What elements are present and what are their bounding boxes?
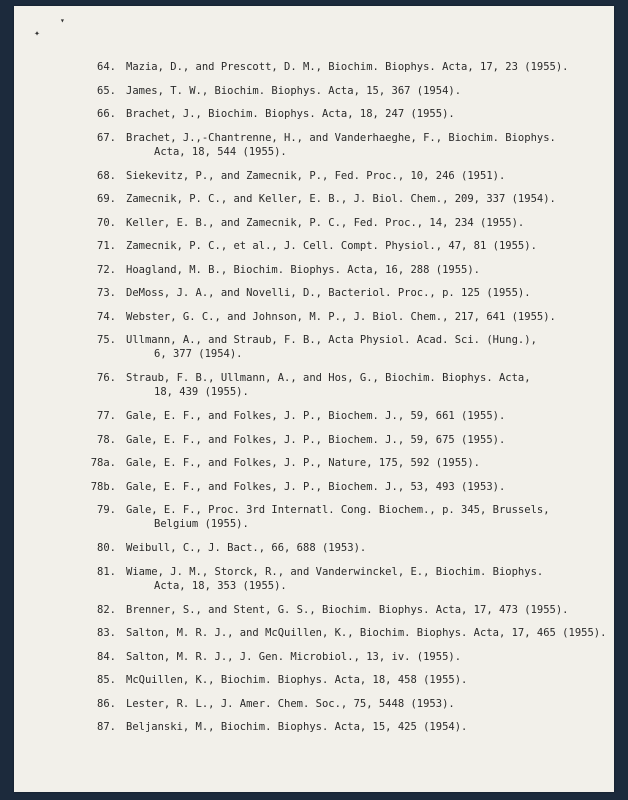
reference-number: 76. [97, 372, 116, 384]
reference-item [14, 456, 614, 470]
reference-line: Wiame, J. M., Storck, R., and Vanderwinckel, E., Biochim. Biophys. [126, 565, 544, 578]
reference-number: 77. [97, 410, 116, 422]
reference-number: 64. [97, 61, 116, 73]
reference-text [126, 84, 596, 98]
reference-text [126, 409, 596, 423]
reference-text [126, 697, 596, 711]
reference-item [14, 131, 614, 159]
reference-item [14, 503, 614, 531]
reference-line: Gale, E. F., and Folkes, J. P., Biochem. J., 59, 675 (1955). [126, 433, 506, 446]
reference-number: 78a. [90, 457, 116, 469]
reference-number: 82. [97, 603, 116, 616]
reference-number: 87. [97, 721, 116, 733]
reference-line: Beljanski, M., Biochim. Biophys. Acta, 15, 425 (1954). [126, 721, 468, 733]
reference-number: 71. [97, 240, 116, 252]
reference-item [14, 626, 614, 640]
reference-text [126, 650, 596, 664]
reference-text [126, 480, 596, 494]
reference-number: 78. [97, 433, 116, 446]
reference-item [14, 541, 614, 555]
reference-number: 65. [97, 84, 116, 97]
reference-text [126, 603, 596, 617]
reference-item [14, 310, 614, 324]
reference-number: 81. [97, 565, 116, 578]
reference-text [126, 541, 596, 555]
reference-text [126, 673, 596, 687]
reference-line: Gale, E. F., and Folkes, J. P., Biochem. J., 53, 493 (1953). [126, 480, 506, 493]
reference-item [14, 286, 614, 300]
reference-number: 72. [97, 263, 116, 276]
reference-text [126, 60, 596, 74]
reference-number: 74. [97, 310, 116, 323]
reference-line: Straub, F. B., Ullmann, A., and Hos, G., Biochim. Biophys. Acta, [126, 372, 531, 384]
reference-item [14, 169, 614, 183]
reference-item [14, 60, 614, 74]
reference-line: Brenner, S., and Stent, G. S., Biochim. Biophys. Acta, 17, 473 (1955). [126, 603, 569, 616]
reference-text [126, 263, 596, 277]
reference-line: Siekevitz, P., and Zamecnik, P., Fed. Proc., 10, 246 (1951). [126, 169, 506, 182]
reference-number: 75. [97, 334, 116, 346]
reference-item [14, 107, 614, 121]
reference-item [14, 650, 614, 664]
reference-line: Brachet, J., Biochim. Biophys. Acta, 18, 247 (1955). [126, 108, 455, 120]
reference-line: Belgium (1955). [154, 518, 249, 530]
reference-text [126, 239, 596, 253]
reference-line: Ullmann, A., and Straub, F. B., Acta Physiol. Acad. Sci. (Hung.), [126, 334, 537, 346]
reference-item [14, 480, 614, 494]
reference-item [14, 673, 614, 687]
reference-line: Salton, M. R. J., and McQuillen, K., Biochim. Biophys. Acta, 17, 465 (1955). [126, 627, 607, 639]
reference-line: Gale, E. F., Proc. 3rd Internatl. Cong. Biochem., p. 345, Brussels, [126, 504, 550, 516]
reference-item [14, 84, 614, 98]
reference-item [14, 720, 614, 734]
reference-text [126, 107, 596, 121]
stray-mark: ▾ [60, 16, 65, 25]
reference-line: Mazia, D., and Prescott, D. M., Biochim. Biophys. Acta, 17, 23 (1955). [126, 61, 569, 73]
reference-item [14, 333, 614, 361]
reference-text [126, 169, 596, 183]
reference-text [126, 216, 596, 230]
reference-item [14, 216, 614, 230]
reference-line: Salton, M. R. J., J. Gen. Microbiol., 13, iv. (1955). [126, 650, 462, 663]
document-page [14, 6, 614, 792]
reference-text [126, 433, 596, 447]
reference-text [126, 286, 596, 300]
reference-number: 73. [97, 287, 116, 299]
reference-item [14, 409, 614, 423]
reference-text [126, 720, 596, 734]
reference-line: 6, 377 (1954). [154, 348, 243, 360]
reference-item [14, 192, 614, 206]
reference-line: Hoagland, M. B., Biochim. Biophys. Acta, 16, 288 (1955). [126, 263, 481, 276]
reference-line: Gale, E. F., and Folkes, J. P., Nature, 175, 592 (1955). [126, 457, 481, 469]
reference-item [14, 433, 614, 447]
reference-line: Zamecnik, P. C., and Keller, E. B., J. Biol. Chem., 209, 337 (1954). [126, 193, 556, 205]
reference-number: 78b. [90, 480, 116, 493]
reference-text [126, 503, 596, 531]
reference-item [14, 565, 614, 593]
reference-line: Webster, G. C., and Johnson, M. P., J. Biol. Chem., 217, 641 (1955). [126, 310, 556, 323]
reference-number: 86. [97, 697, 116, 710]
reference-item [14, 697, 614, 711]
reference-line: Keller, E. B., and Zamecnik, P. C., Fed. Proc., 14, 234 (1955). [126, 216, 525, 229]
reference-line: Lester, R. L., J. Amer. Chem. Soc., 75, 5448 (1953). [126, 697, 455, 710]
reference-line: DeMoss, J. A., and Novelli, D., Bacteriol. Proc., p. 125 (1955). [126, 287, 531, 299]
reference-number: 85. [97, 674, 116, 686]
reference-text [126, 626, 607, 640]
reference-text [126, 310, 596, 324]
reference-text [126, 192, 596, 206]
reference-number: 84. [97, 650, 116, 663]
reference-number: 69. [97, 193, 116, 205]
reference-line: James, T. W., Biochim. Biophys. Acta, 15, 367 (1954). [126, 84, 462, 97]
reference-item [14, 239, 614, 253]
reference-line: 18, 439 (1955). [154, 386, 249, 398]
stray-mark: ✦ [34, 28, 41, 39]
reference-number: 68. [97, 169, 116, 182]
reference-line: McQuillen, K., Biochim. Biophys. Acta, 18, 458 (1955). [126, 674, 468, 686]
reference-list [14, 60, 614, 744]
reference-number: 66. [97, 108, 116, 120]
reference-number: 80. [97, 542, 116, 554]
reference-text [126, 565, 596, 593]
reference-text [126, 456, 596, 470]
reference-number: 83. [97, 627, 116, 639]
reference-number: 67. [97, 131, 116, 144]
reference-line: Gale, E. F., and Folkes, J. P., Biochem. J., 59, 661 (1955). [126, 410, 506, 422]
reference-text [126, 333, 596, 361]
reference-line: Zamecnik, P. C., et al., J. Cell. Compt. Physiol., 47, 81 (1955). [126, 240, 537, 252]
reference-line: Brachet, J.,-Chantrenne, H., and Vanderhaeghe, F., Biochim. Biophys. [126, 131, 556, 144]
reference-line: Weibull, C., J. Bact., 66, 688 (1953). [126, 542, 367, 554]
reference-number: 70. [97, 216, 116, 229]
reference-number: 79. [97, 504, 116, 516]
reference-item [14, 263, 614, 277]
reference-line: Acta, 18, 353 (1955). [154, 579, 287, 592]
reference-item [14, 603, 614, 617]
reference-text [126, 371, 596, 399]
reference-line: Acta, 18, 544 (1955). [154, 145, 287, 158]
reference-item [14, 371, 614, 399]
reference-text [126, 131, 596, 159]
